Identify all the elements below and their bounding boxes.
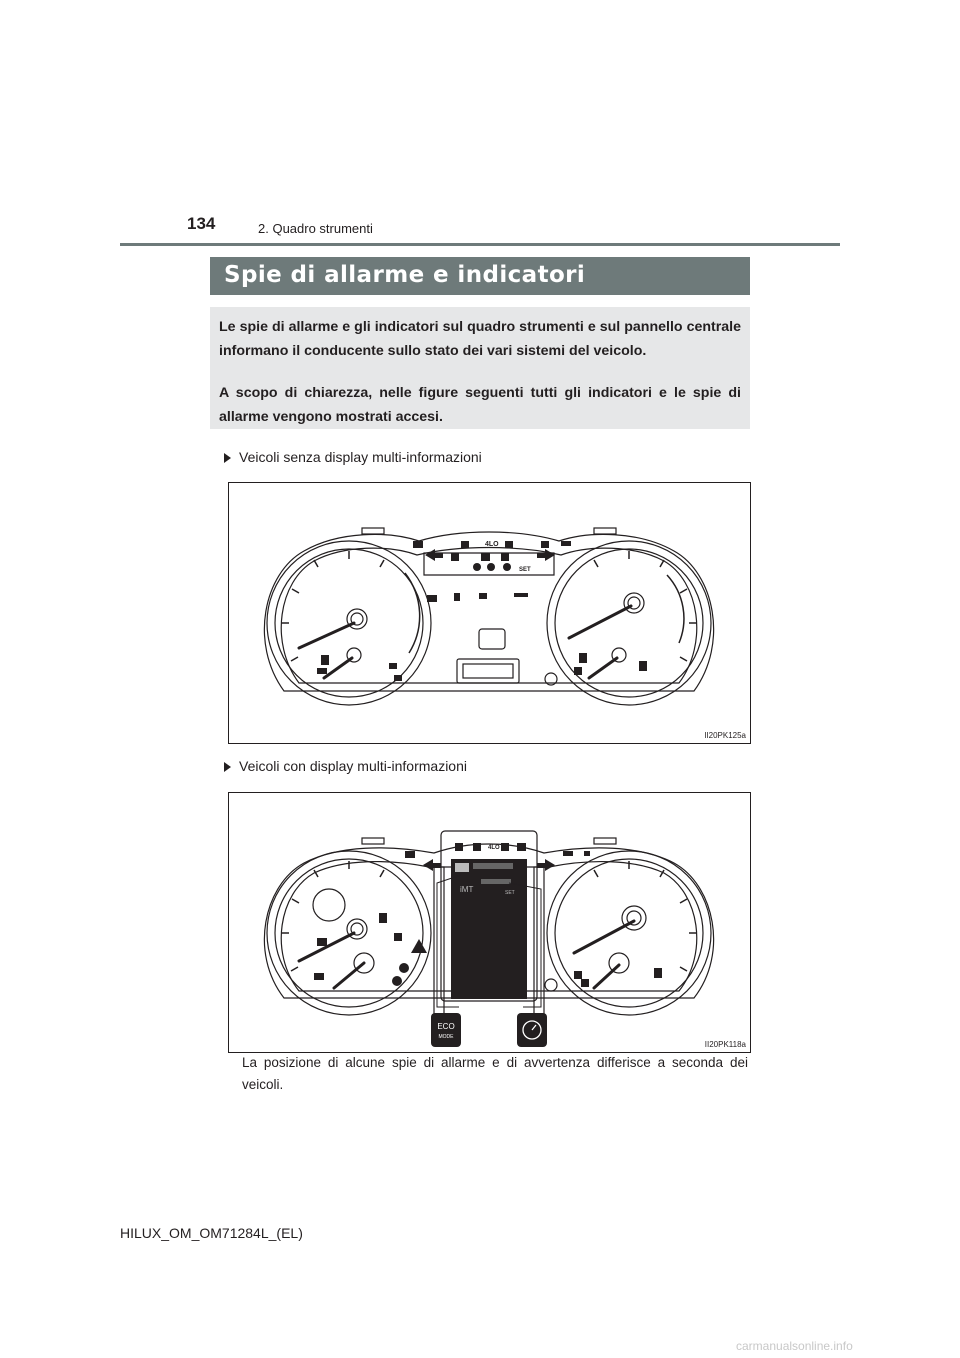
section-title: 2. Quadro strumenti [258, 221, 373, 236]
intro-box [210, 307, 750, 429]
figure2-code: II20PK118a [704, 1040, 746, 1049]
position-note: La posizione di alcune spie di allarme e di avvertenza differisce a seconda dei veicoli. [242, 1055, 748, 1092]
figure1-cluster-drawing [229, 483, 750, 743]
figure2-4lo-label: 4LO [488, 845, 500, 851]
bullet-triangle-icon [224, 453, 231, 463]
page-title: Spie di allarme e indicatori [224, 262, 586, 288]
intro-paragraph-1: Le spie di allarme e gli indicatori sul quadro strumenti e sul pannello centrale informano il conducente sullo stato dei vari sistemi del veicolo. [219, 319, 741, 359]
figure2-cluster-drawing [229, 793, 750, 1052]
figure1-caption: Veicoli senza display multi-informazioni [239, 449, 482, 465]
figure1-caption-row [224, 449, 482, 465]
footer-doc-code: HILUX_OM_OM71284L_(EL) [120, 1225, 303, 1241]
figure1-cluster-illustration [228, 482, 751, 744]
figure1-4lo-label: 4LO [485, 541, 499, 548]
figure2-cluster-illustration [228, 792, 751, 1053]
figure2-caption: Veicoli con display multi-informazioni [239, 758, 467, 774]
eco-mode-label: MODE [438, 1034, 454, 1040]
title-bar [210, 257, 750, 295]
bullet-triangle-icon [224, 762, 231, 772]
header-rule [120, 243, 840, 246]
page-number: 134 [187, 214, 216, 233]
watermark: carmanualsonline.info [736, 1339, 853, 1353]
eco-button-label: ECO [437, 1022, 455, 1031]
figure2-caption-row [224, 758, 467, 774]
imt-label: iMT [460, 885, 474, 894]
intro-paragraph-2: A scopo di chiarezza, nelle figure seguenti tutti gli indicatori e le spie di allarme vengono mostrati accesi. [219, 385, 741, 425]
figure1-code: II20PK125a [704, 731, 746, 740]
figure1-set-label: SET [519, 567, 531, 573]
figure2-set-label: SET [505, 890, 515, 896]
